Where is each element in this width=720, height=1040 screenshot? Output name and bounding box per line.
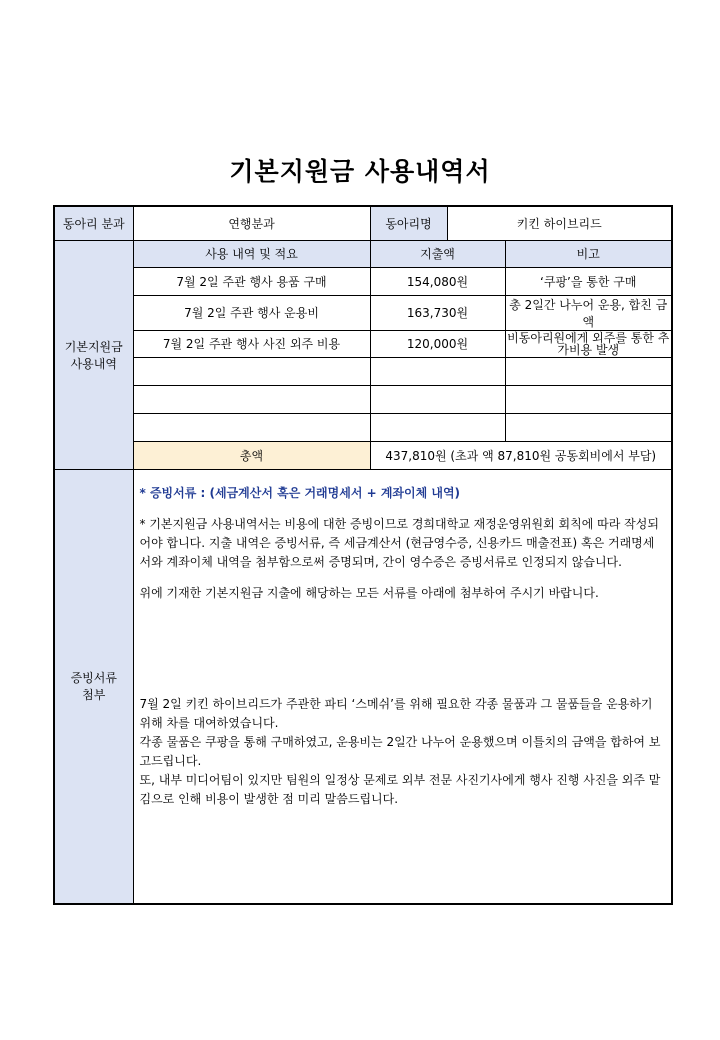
- column-header-amount: 지출액: [370, 240, 505, 267]
- proof-content: [133, 469, 672, 904]
- row-note: ‘쿠팡’을 통한 구매: [505, 267, 672, 295]
- usage-section-label: [54, 240, 133, 469]
- proof-paragraph: * 기본지원금 사용내역서는 비용에 대한 증빙이므로 경희대학교 재정운영위원회 회칙에 따라 작성되어야 합니다. 지출 내역은 증빙서류, 즉 세금계산서 (현금영수증, 신용카드 매출전표) 혹은 거래명세서와 계좌이체 내역을 첨부함으로써 증명되며, 간이 영수증은 증빙서류로 인정되지 않습니다.: [139, 516, 659, 569]
- club-name-value: 키킨 하이브리드: [447, 206, 672, 240]
- row-description: [133, 385, 370, 413]
- row-description: 7월 2일 주관 행사 운용비: [133, 295, 370, 330]
- row-description: 7월 2일 주관 행사 사진 외주 비용: [133, 330, 370, 357]
- usage-report-table: [53, 205, 673, 905]
- row-note: 비동아리원에게 외주를 통한 추가비용 발생: [505, 330, 672, 357]
- row-amount: [370, 385, 505, 413]
- table-row: [54, 267, 672, 295]
- row-amount: 154,080원: [370, 267, 505, 295]
- row-amount: 163,730원: [370, 295, 505, 330]
- total-value: 437,810원 (초과 액 87,810원 공동회비에서 부담): [370, 441, 672, 469]
- usage-section-label-line2: 사용내역: [70, 356, 117, 371]
- table-row: [54, 295, 672, 330]
- row-amount: 120,000원: [370, 330, 505, 357]
- row-amount: [370, 413, 505, 441]
- proof-section-label-line1: 증빙서류: [70, 671, 117, 686]
- row-note: [505, 357, 672, 385]
- column-header-note: 비고: [505, 240, 672, 267]
- usage-section-label-line1: 기본지원금: [64, 339, 123, 354]
- proof-section-label-line2: 첨부: [82, 688, 106, 703]
- total-label: 총액: [133, 441, 370, 469]
- club-name-label: 동아리명: [370, 206, 447, 240]
- total-row: [54, 441, 672, 469]
- row-note: [505, 413, 672, 441]
- table-row: [54, 385, 672, 413]
- proof-paragraph: 또, 내부 미디어팀이 있지만 팀원의 일정상 문제로 외부 전문 사진기사에게 행사 진행 사진을 외주 맡김으로 인해 비용이 발생한 점 미리 말씀드립니다.: [139, 772, 661, 806]
- division-label: 동아리 분과: [54, 206, 133, 240]
- row-note: [505, 385, 672, 413]
- proof-paragraph: 7월 2일 키킨 하이브리드가 주관한 파티 ‘스메쉬’를 위해 필요한 각종 물품과 그 물품들을 운용하기 위해 차를 대여하였습니다.: [139, 696, 653, 730]
- column-header-description: 사용 내역 및 적요: [133, 240, 370, 267]
- division-value: 연행분과: [133, 206, 370, 240]
- proof-section-label: [54, 469, 133, 904]
- table-row: [54, 357, 672, 385]
- row-description: 7월 2일 주관 행사 용품 구매: [133, 267, 370, 295]
- proof-paragraph: 위에 기재한 기본지원금 지출에 해당하는 모든 서류를 아래에 첨부하여 주시기 바랍니다.: [139, 585, 599, 600]
- table-row: [54, 330, 672, 357]
- proof-paragraph: 각종 물품은 쿠팡을 통해 구매하였고, 운용비는 2일간 나누어 운용했으며 이틀치의 금액을 합하여 보고드립니다.: [139, 734, 661, 768]
- document-title: 기본지원금 사용내역서: [229, 157, 491, 186]
- row-note: 총 2일간 나누어 운용, 합친 금액: [505, 295, 672, 330]
- row-description: [133, 413, 370, 441]
- table-row: [54, 413, 672, 441]
- row-amount: [370, 357, 505, 385]
- proof-heading: * 증빙서류 : (세금계산서 혹은 거래명세서 + 계좌이체 내역): [139, 485, 461, 500]
- row-description: [133, 357, 370, 385]
